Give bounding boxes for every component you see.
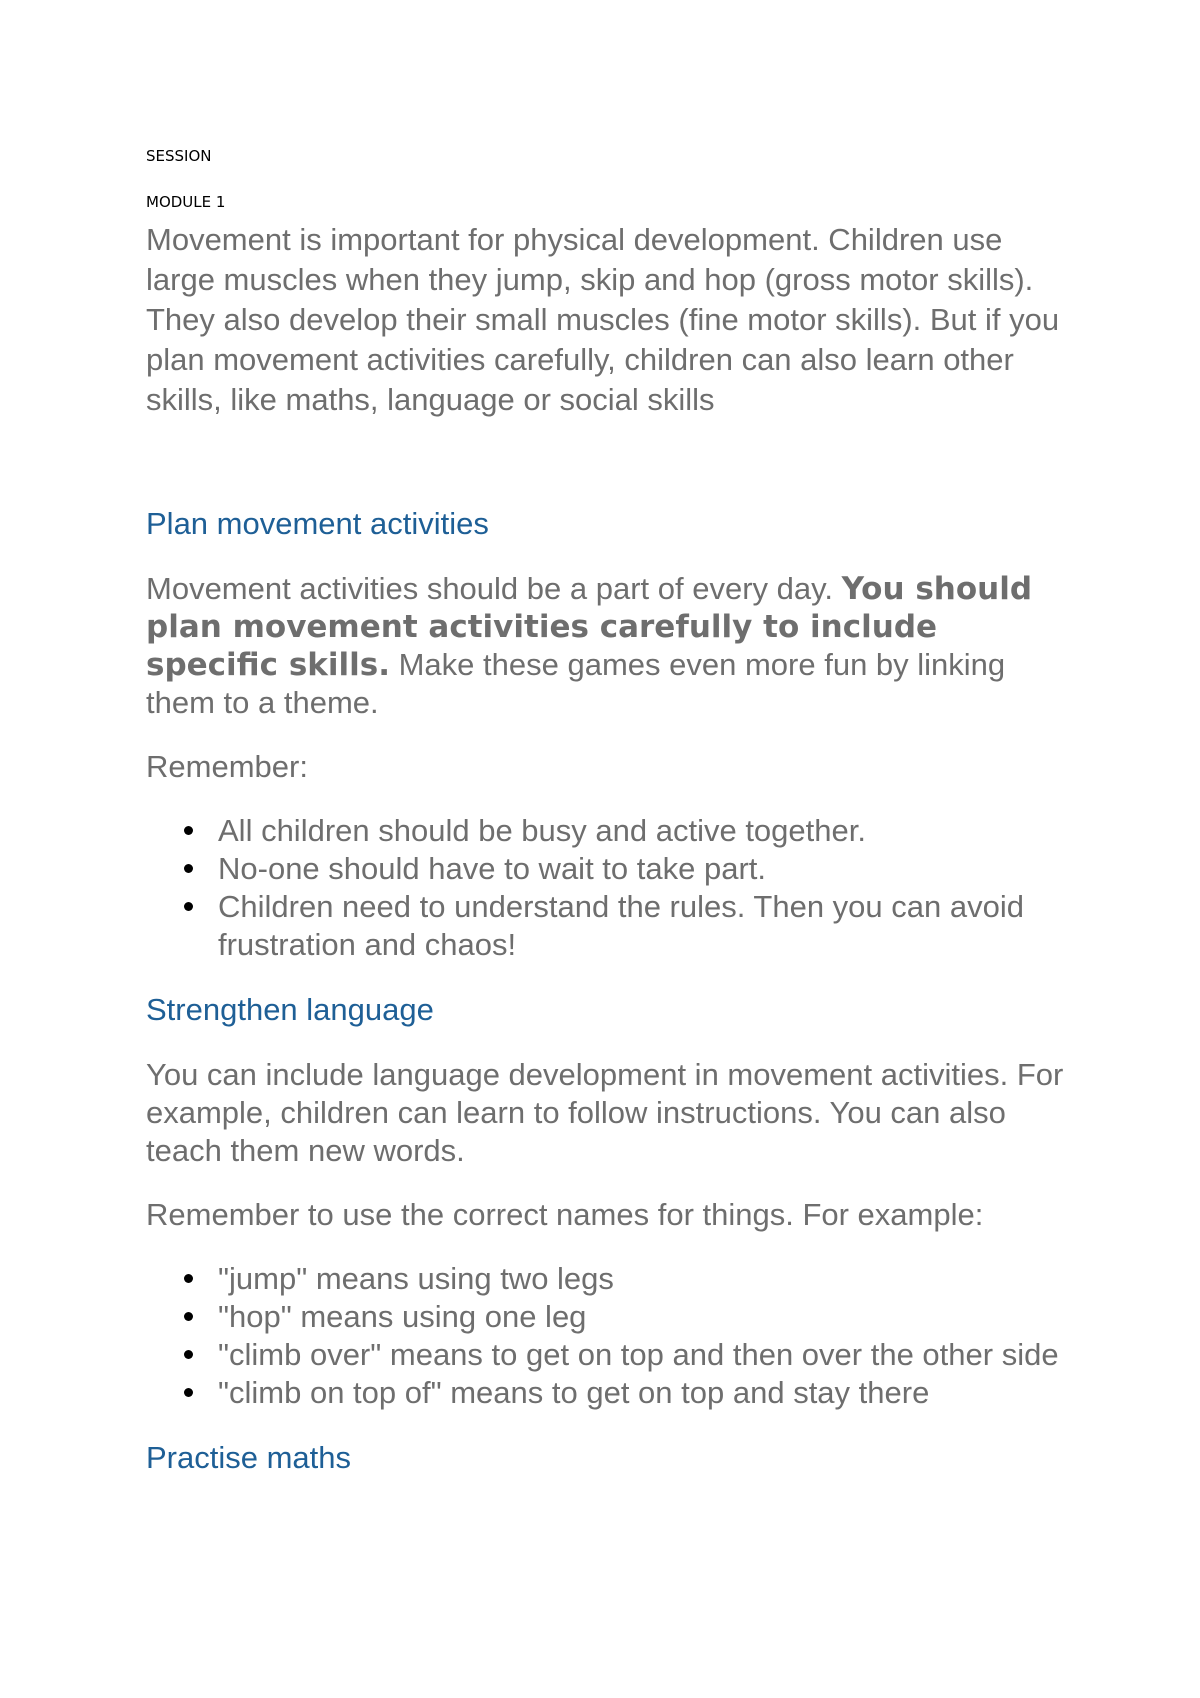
bullet-icon — [184, 826, 193, 835]
plan-paragraph-end: Make these games even more fun by linking them to a theme. — [146, 647, 1006, 720]
bullet-icon — [184, 1274, 193, 1283]
list-item-text: "climb over" means to get on top and then over the other side — [218, 1337, 1059, 1372]
bullet-icon — [184, 902, 193, 911]
list-item-text: No-one should have to wait to take part. — [218, 851, 766, 886]
plan-paragraph — [146, 570, 1076, 722]
list-item — [146, 812, 1076, 850]
list-item — [146, 850, 1076, 888]
list-item — [146, 1374, 1076, 1412]
list-item — [146, 888, 1076, 964]
bullet-icon — [184, 864, 193, 873]
language-bullet-list — [146, 1260, 1076, 1412]
module-label: MODULE 1 — [146, 193, 226, 211]
language-remember-text: Remember to use the correct names for things. For example: — [146, 1197, 984, 1232]
remember-label: Remember: — [146, 749, 308, 784]
bullet-icon — [184, 1312, 193, 1321]
list-item-text: "jump" means using two legs — [218, 1261, 614, 1296]
bullet-icon — [184, 1388, 193, 1397]
list-item-text: All children should be busy and active together. — [218, 813, 866, 848]
plan-paragraph-start: Movement activities should be a part of every day. — [146, 571, 842, 606]
language-paragraph: You can include language development in movement activities. For example, children can learn to follow instructions. You can also teach them new words. — [146, 1057, 1064, 1168]
bullet-icon — [184, 1350, 193, 1359]
list-item — [146, 1298, 1076, 1336]
list-item-text: "hop" means using one leg — [218, 1299, 587, 1334]
list-item-text: Children need to understand the rules. Then you can avoid frustration and chaos! — [218, 889, 1024, 962]
heading-strengthen-language: Strengthen language — [146, 992, 434, 1027]
list-item-text: "climb on top of" means to get on top and stay there — [218, 1375, 930, 1410]
heading-practise-maths: Practise maths — [146, 1440, 352, 1475]
heading-plan-movement-activities: Plan movement activities — [146, 506, 489, 541]
intro-paragraph: Movement is important for physical development. Children use large muscles when they jump, skip and hop (gross motor skills). They also develop their small muscles (fine motor skills). But if you plan movement activities carefully, children can also learn other skills, like maths, language or social skills — [146, 222, 1060, 417]
document-page — [146, 146, 1076, 1504]
list-item — [146, 1260, 1076, 1298]
session-label: SESSION — [146, 147, 212, 165]
plan-bullet-list — [146, 812, 1076, 964]
plan-paragraph-bold: You should plan movement activities carefully to include specific skills. — [146, 571, 1033, 683]
list-item — [146, 1336, 1076, 1374]
